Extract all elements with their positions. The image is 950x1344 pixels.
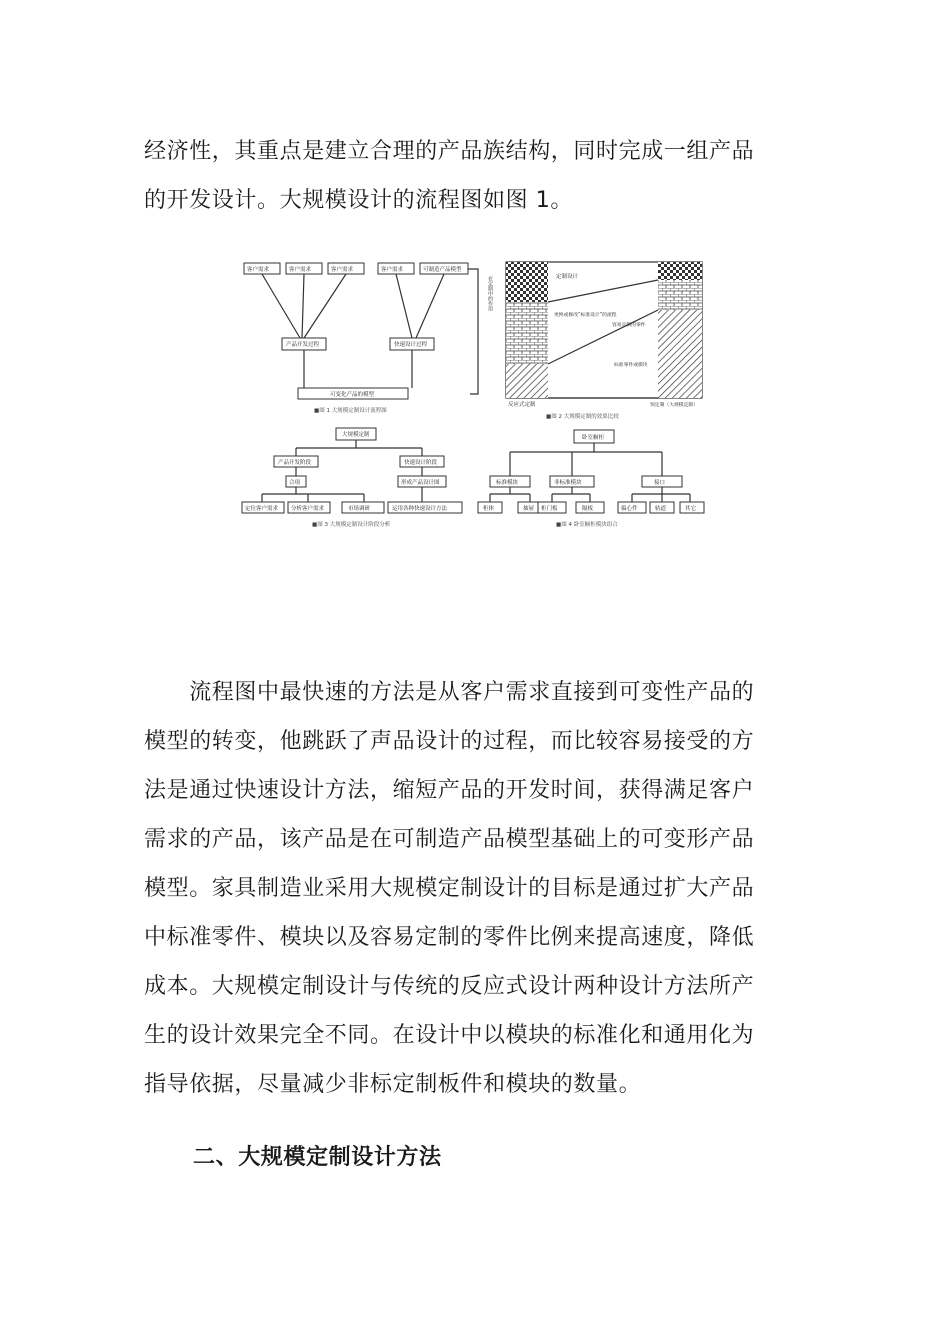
text-line: 生的设计效果完全不同。在设计中以模块的标准化和通用化为 xyxy=(144,1023,755,1048)
text-line: 成本。大规模定制设计与传统的反应式设计两种设计方法所产 xyxy=(144,974,755,999)
text-line: 法是通过快速设计方法，缩短产品的开发时间，获得满足客户 xyxy=(144,778,755,803)
fig2-bottom-right: 预定制（大规模定制） xyxy=(650,403,698,408)
text-line: 指导依据，尽量减少非标定制板件和模块的数量。 xyxy=(144,1072,642,1097)
paragraph-flowchart-explanation xyxy=(144,668,794,1109)
fig4-mid: 标准模块 xyxy=(496,480,519,486)
fig3-root: 大规模定制 xyxy=(342,432,370,438)
fig3-leaf: 分析客户需求 xyxy=(291,506,325,512)
fig4-leaf: 柜体 xyxy=(483,506,495,512)
fig4-leaf: 轨道 xyxy=(655,506,667,512)
fig3-leaf: 市场调研 xyxy=(348,506,371,512)
fig4-leaf: 其它 xyxy=(685,506,697,512)
fig2-side-label: 在定制中的作用 xyxy=(487,276,493,311)
fig1-customer-box: 客户需求 xyxy=(289,267,312,273)
text-line: 中标准零件、模块以及容易定制的零件比例来提高速度，降低 xyxy=(144,925,755,950)
figure-mass-customization xyxy=(238,252,718,534)
fig3-left-sub: 合项 xyxy=(289,480,301,486)
fig1-manufacturable-model: 可制造产品模型 xyxy=(423,267,462,273)
text-line: 模型。家具制造业采用大规模定制设计的目标是通过扩大产品 xyxy=(144,876,755,901)
fig4-mid: 非标准模块 xyxy=(554,480,582,486)
text-line: 模型的转变，他跳跃了声品设计的过程，而比较容易接受的方 xyxy=(144,729,755,754)
fig2-bottom-left: 反应式定制 xyxy=(508,402,536,408)
fig3-right-mid: 快速设计阶段 xyxy=(404,460,438,466)
text-line: 经济性，其重点是建立合理的产品族结构，同时完成一组产品 xyxy=(144,139,755,164)
fig2-label: 容易定制的零件 xyxy=(612,323,646,328)
fig3-leaf: 运用各种快速设计方法 xyxy=(392,506,448,512)
text-line: 流程图中最快速的方法是从客户需求直接到可变性产品的 xyxy=(144,680,755,705)
fig1-flowchart xyxy=(244,263,478,414)
fig1-customer-box: 客户需求 xyxy=(247,267,270,273)
fig4-module-combo xyxy=(478,430,704,528)
fig4-root: 卧室橱柜 xyxy=(582,435,605,441)
fig2-label: 定制设计 xyxy=(556,274,579,280)
fig2-label: 标准零件或模块 xyxy=(614,363,648,368)
fig2-comparison xyxy=(487,262,702,420)
fig4-mid: 接口 xyxy=(654,480,666,486)
fig1-variable-model: 可变化产品的模型 xyxy=(330,392,375,398)
fig1-customer-box: 客户需求 xyxy=(381,267,404,273)
fig2-caption: ■图 2 大规模定制的效果比较 xyxy=(546,414,619,420)
text-line: 的开发设计。大规模设计的流程图如图 1。 xyxy=(144,188,573,213)
fig3-right-sub: 形成产品设计图 xyxy=(401,480,440,486)
fig4-leaf: 偏心件 xyxy=(621,506,638,512)
fig1-product-dev: 产品开发过程 xyxy=(286,342,320,348)
fig4-leaf: 隔板 xyxy=(582,506,594,512)
fig3-caption: ■图 3 大规模定制设计阶段分析 xyxy=(312,522,391,528)
fig3-stage-analysis xyxy=(242,428,462,528)
fig1-quick-design: 快速设计过程 xyxy=(394,342,428,348)
fig1-caption: ■图 1 大规模定制设计流程图 xyxy=(314,408,387,414)
fig4-caption: ■图 4 卧室橱柜模块组合 xyxy=(556,522,618,528)
fig2-label: 更换或修改“标准设计”的流程 xyxy=(554,313,617,318)
text-line: 需求的产品，该产品是在可制造产品模型基础上的可变形产品 xyxy=(144,827,755,852)
fig4-leaf: 柜门板 xyxy=(541,506,558,512)
fig3-left-mid: 产品开发阶段 xyxy=(278,460,312,466)
fig4-leaf: 抽屉 xyxy=(523,506,535,512)
paragraph-intro xyxy=(144,127,794,225)
section-heading: 二、大规模定制设计方法 xyxy=(193,1145,442,1170)
fig3-leaf: 定位客户需求 xyxy=(245,506,279,512)
fig1-customer-box: 客户需求 xyxy=(331,267,354,273)
